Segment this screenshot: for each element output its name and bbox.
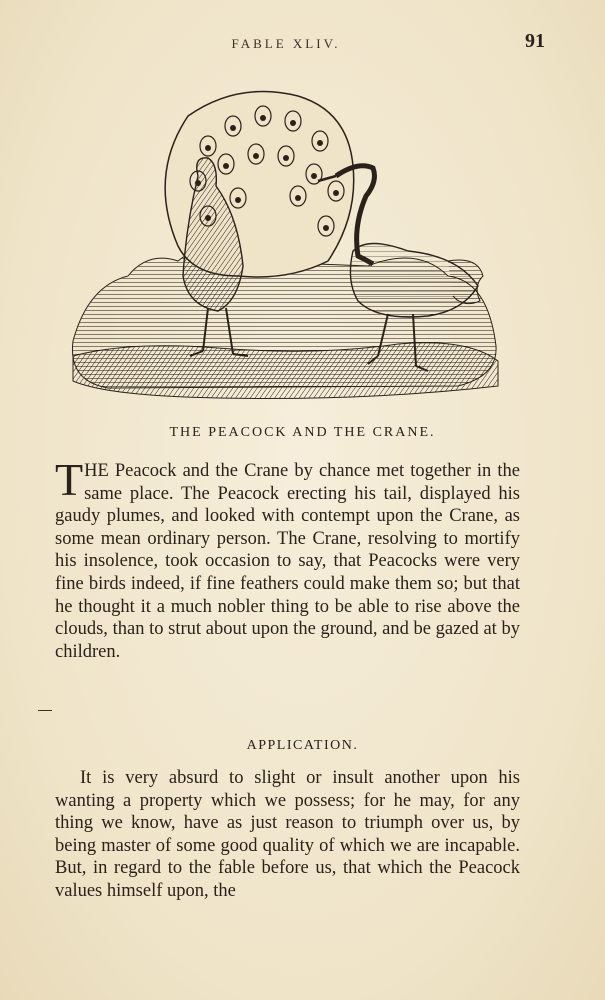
application-paragraph: It is very absurd to slight or insult another upon his wanting a property which we possess; for he may, for any thing we know, have as just reason to triumph over us, by being master of some good quality of which we are incapable. But, in regard to the fable before us, that which the Peacock values himself upon, the [55,768,520,901]
peacock-crane-woodcut-image [68,86,503,406]
fable-paragraph [55,454,520,663]
crane-tail-feathers [448,260,483,304]
ground-base [73,343,498,399]
drop-cap: T [55,454,84,505]
running-head: FABLE XLIV. [231,36,341,51]
illustration-caption: THE PEACOCK AND THE CRANE. [169,425,436,440]
woodcut-svg [68,86,503,406]
page-number: 91 [525,30,545,52]
first-word-small-caps: HE [84,461,109,481]
page-header [55,30,545,54]
fable-text: Peacock and the Crane by chance met together in the same place. The Peacock erecting his tail, displayed his gaudy plumes, and looked with contempt upon the Crane, as some mean ordinary person. The Crane, resolving to mortify his insolence, took occasion to say, that Peacocks were very fine birds indeed, if fine feathers could make them so; but that he thought it a much nobler thing to be able to rise above the clouds, than to strut about upon the ground, and be gazed at by children. [55,461,520,662]
margin-mark [38,710,52,711]
application-heading: APPLICATION. [246,738,359,753]
